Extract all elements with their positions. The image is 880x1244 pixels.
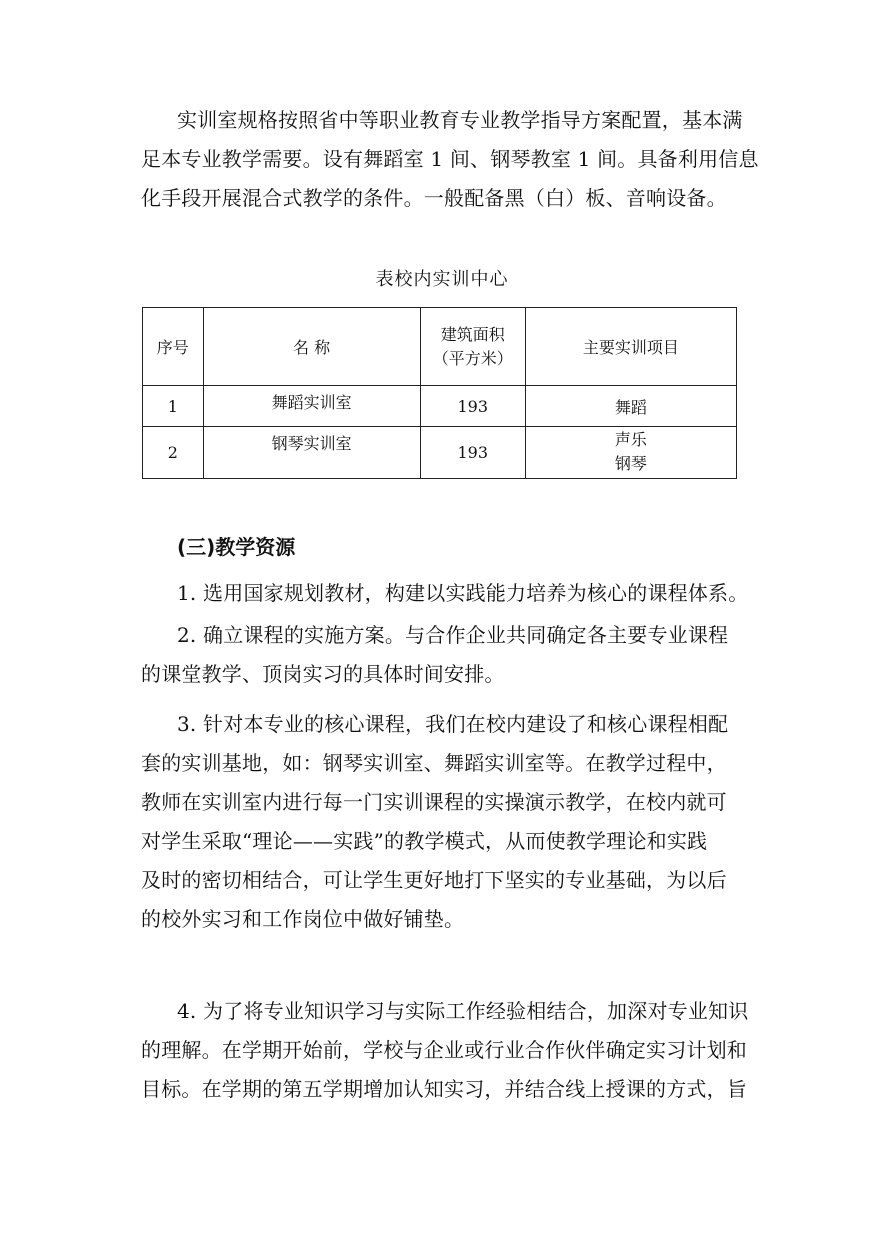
item4-line-2: 的理解。在学期开始前，学校与企业或行业合作伙伴确定实习计划和 [141,1038,747,1062]
row1-area: 193 [420,386,525,426]
table-row [143,426,737,478]
resource-item-4 [141,992,749,1109]
item4-line-3: 目标。在学期的第五学期增加认知实习，并结合线上授课的方式，旨 [141,1077,747,1101]
row2-name: 钢琴实训室 [203,426,420,478]
item3-line-1: 3. 针对本专业的核心课程，我们在校内建设了和核心课程相配 [177,712,729,736]
header-area-line2: （平方米） [432,348,513,368]
header-name: 名 称 [203,308,420,386]
table-caption: 表校内实训中心 [375,269,509,290]
intro-line-1: 实训室规格按照省中等职业教育专业教学指导方案配置，基本满 [177,108,743,132]
item3-line-4: 对学生采取“理论——实践”的教学模式，从而使教学理论和实践 [141,829,708,853]
row2-num: 2 [143,426,204,478]
resource-item-1 [141,574,749,613]
row2-item-2: 钢琴 [614,454,647,474]
resource-item-2 [141,616,743,694]
resource-item-3 [141,705,743,939]
item1-line-1: 1. 选用国家规划教材，构建以实践能力培养为核心的课程体系。 [177,581,749,605]
training-center-table [142,307,737,479]
table-row [143,386,737,426]
intro-paragraph [141,101,759,218]
item3-line-6: 的校外实习和工作岗位中做好铺垫。 [141,907,465,931]
row2-area: 193 [420,426,525,478]
item2-line-2: 的课堂教学、顶岗实习的具体时间安排。 [141,662,505,686]
row2-items [525,426,736,478]
header-num: 序号 [143,308,204,386]
header-area-line1: 建筑面积 [440,324,505,344]
row1-items: 舞蹈 [525,386,736,426]
intro-line-3: 化手段开展混合式教学的条件。一般配备黑（白）板、音响设备。 [141,186,727,210]
row1-num: 1 [143,386,204,426]
table-header-row [143,308,737,386]
item3-line-2: 套的实训基地，如：钢琴实训室、舞蹈实训室等。在教学过程中， [141,751,727,775]
intro-line-2: 足本专业教学需要。设有舞蹈室 1 间、钢琴教室 1 间。具备利用信息 [141,147,759,171]
row1-name: 舞蹈实训室 [203,386,420,426]
section-heading: (三)教学资源 [177,535,296,559]
row2-item-1: 声乐 [614,430,647,450]
item3-line-5: 及时的密切相结合，可让学生更好地打下坚实的专业基础，为以后 [141,868,727,892]
header-area [420,308,525,386]
item3-line-3: 教师在实训室内进行每一门实训课程的实操演示教学，在校内就可 [141,790,727,814]
item2-line-1: 2. 确立课程的实施方案。与合作企业共同确定各主要专业课程 [177,623,729,647]
header-items: 主要实训项目 [525,308,736,386]
item4-line-1: 4. 为了将专业知识学习与实际工作经验相结合，加深对专业知识 [177,999,749,1023]
